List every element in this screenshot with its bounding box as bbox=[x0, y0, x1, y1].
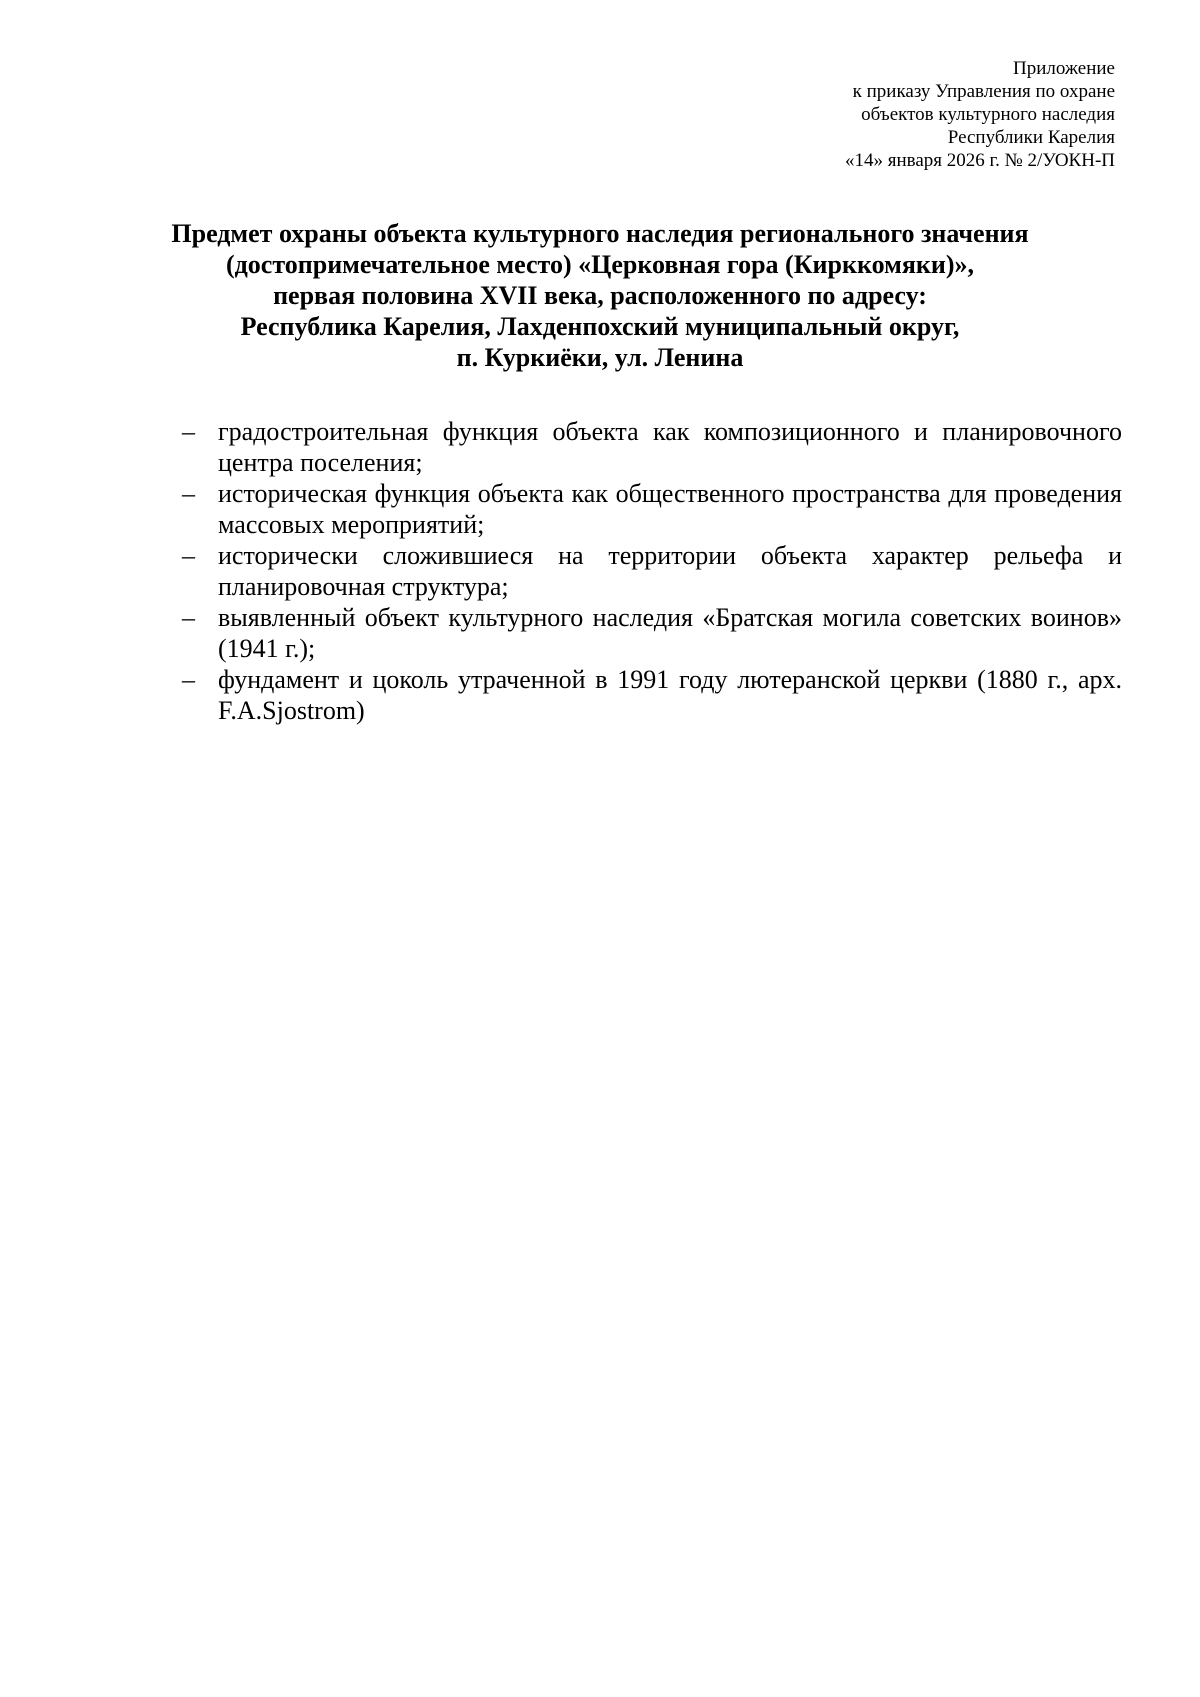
list-item-text: фундамент и цоколь утраченной в 1991 году лютеранской церкви (1880 г., арх. F.A.Sjostrom) bbox=[218, 665, 1122, 725]
list-item-text: историческая функция объекта как общественного пространства для проведения массовых мероприятий; bbox=[218, 479, 1122, 539]
list-item bbox=[182, 540, 1122, 602]
title-line: Республика Карелия, Лахденпохский муниципальный округ, bbox=[240, 312, 960, 341]
list-item-marker: – bbox=[182, 541, 195, 570]
title-line: (достопримечательное место) «Церковная гора (Кирккомяки)», bbox=[225, 250, 975, 279]
appendix-header-line: Приложение bbox=[1013, 58, 1115, 79]
list-item-text: исторически сложившиеся на территории объекта характер рельефа и планировочная структура; bbox=[218, 541, 1122, 601]
document-title bbox=[120, 218, 1080, 373]
list-item-marker: – bbox=[182, 479, 195, 508]
list-item bbox=[182, 602, 1122, 664]
appendix-header-line: объектов культурного наследия bbox=[861, 104, 1115, 125]
title-line: Предмет охраны объекта культурного наследия регионального значения bbox=[171, 219, 1029, 248]
appendix-header-line: «14» января 2026 г. № 2/УОКН-П bbox=[844, 150, 1115, 171]
appendix-header-line: Республики Карелия bbox=[947, 127, 1115, 148]
list-item-text: выявленный объект культурного наследия «Братская могила советских воинов» (1941 г.); bbox=[218, 603, 1122, 663]
list-item-text: градостроительная функция объекта как композиционного и планировочного центра поселения; bbox=[218, 417, 1122, 477]
list-item-marker: – bbox=[182, 417, 195, 446]
list-item-marker: – bbox=[182, 665, 195, 694]
appendix-header-line: к приказу Управления по охране bbox=[852, 81, 1115, 102]
appendix-header bbox=[595, 57, 1115, 172]
title-line: п. Куркиёки, ул. Ленина bbox=[456, 343, 744, 372]
list-item bbox=[182, 664, 1122, 726]
list-item bbox=[182, 478, 1122, 540]
title-line: первая половина XVII века, расположенного по адресу: bbox=[273, 281, 927, 310]
protection-items-list bbox=[182, 416, 1122, 726]
list-item bbox=[182, 416, 1122, 478]
list-item-marker: – bbox=[182, 603, 195, 632]
